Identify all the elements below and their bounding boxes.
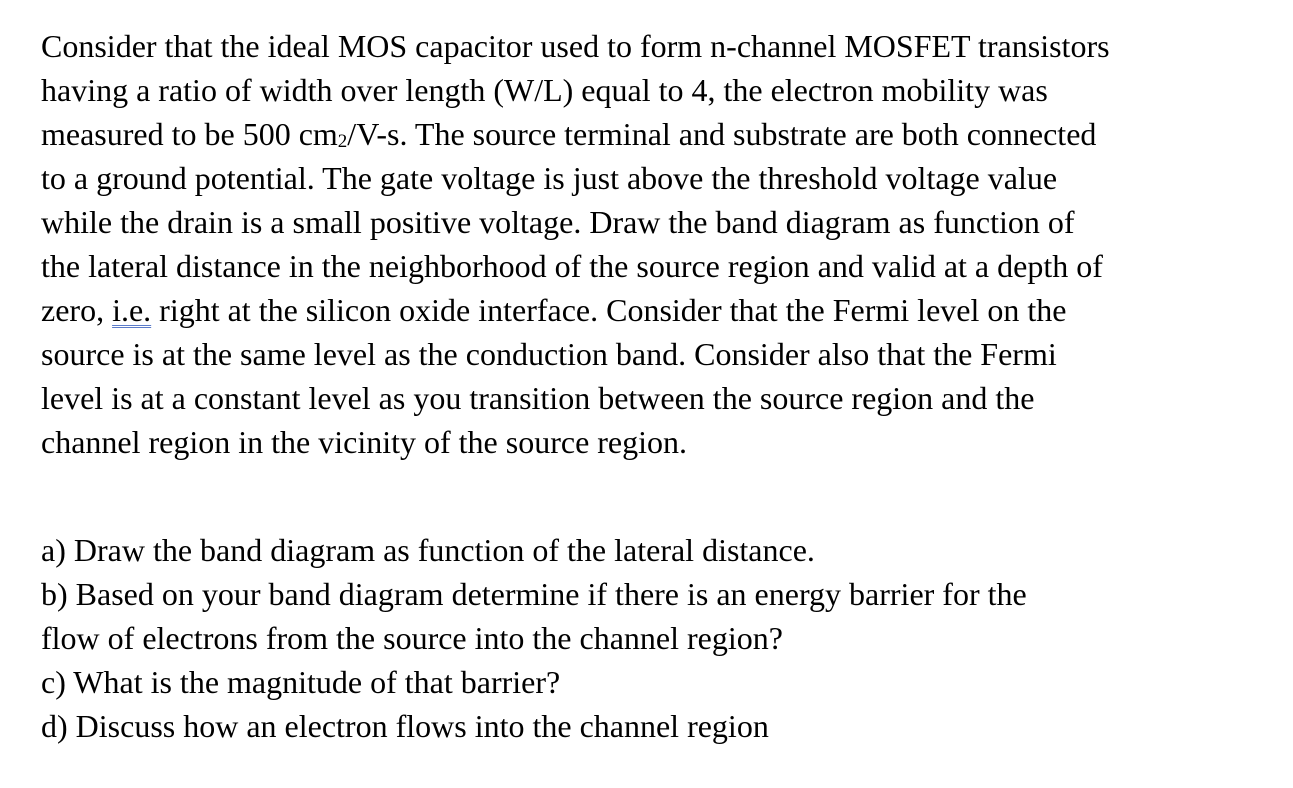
question-b: b) Based on your band diagram determine if there is an energy barrier for the [41,576,1027,612]
paragraph-spacer [41,464,1281,528]
problem-line [41,288,1281,332]
problem-line: Consider that the ideal MOS capacitor used to form n-channel MOSFET transistors [41,28,1110,64]
problem-line: while the drain is a small positive voltage. Draw the band diagram as function of [41,204,1075,240]
problem-line: the lateral distance in the neighborhood of the source region and valid at a depth of [41,248,1103,284]
unit-subscript: 2 [337,131,348,152]
problem-text: right at the silicon oxide interface. Consider that the Fermi level on the [151,292,1067,328]
problem-text: zero, [41,292,113,328]
problem-line [41,112,1281,156]
problem-line: channel region in the vicinity of the source region. [41,424,688,460]
problem-line: having a ratio of width over length (W/L) equal to 4, the electron mobility was [41,72,1048,108]
document-body [41,24,1281,748]
question-d: d) Discuss how an electron flows into the channel region [41,708,769,744]
problem-statement [41,24,1281,464]
problem-line: level is at a constant level as you transition between the source region and the [41,380,1035,416]
question-a: a) Draw the band diagram as function of the lateral distance. [41,532,815,568]
question-b-continued: flow of electrons from the source into the channel region? [41,620,783,656]
problem-text: /V-s. The source terminal and substrate are both connected [347,116,1097,152]
question-c: c) What is the magnitude of that barrier? [41,664,561,700]
question-list [41,528,1281,748]
grammar-flagged-word[interactable]: i.e. [112,292,152,328]
problem-line: to a ground potential. The gate voltage is just above the threshold voltage value [41,160,1058,196]
problem-text: measured to be 500 cm [41,116,338,152]
problem-line: source is at the same level as the conduction band. Consider also that the Fermi [41,336,1057,372]
